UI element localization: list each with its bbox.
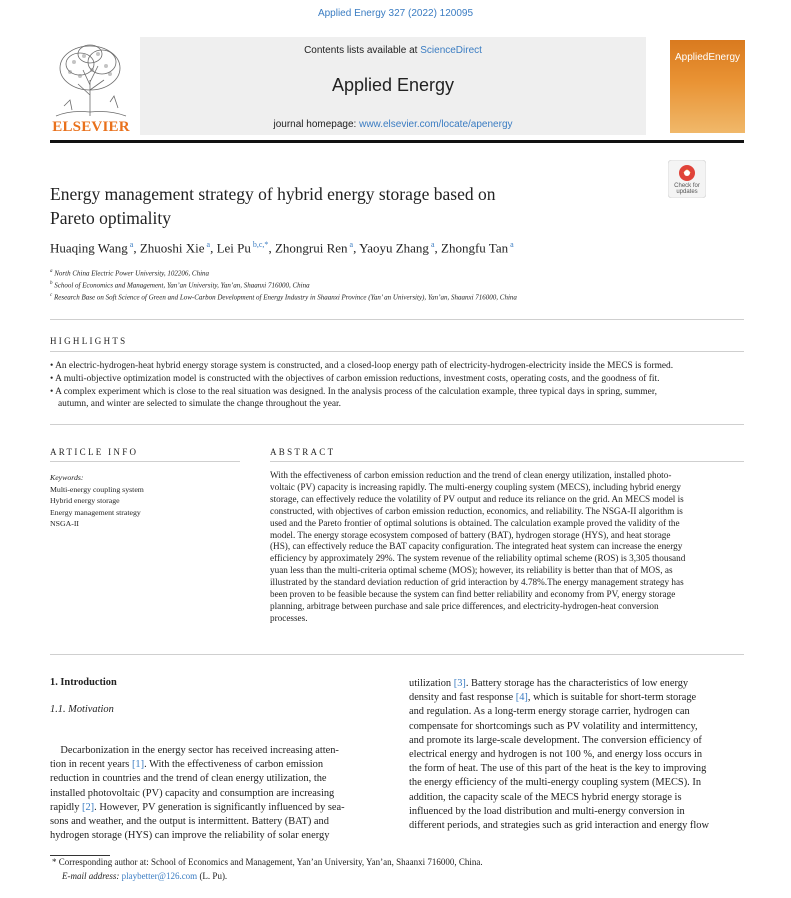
body-line — [409, 720, 744, 734]
body-line — [409, 776, 744, 790]
subsection-heading-motivation: 1.1. Motivation — [50, 704, 114, 715]
article-title — [50, 182, 610, 230]
highlight-item: autumn, and winter are selected to simulate the change throughout the year. — [58, 399, 341, 410]
divider — [50, 461, 240, 462]
body-text: the energy efficiency of the multi-energy coupling system (MECS). In — [409, 777, 702, 789]
body-column-left — [50, 744, 386, 843]
author-affiliation-mark[interactable]: a — [204, 240, 211, 249]
author-affiliation-mark[interactable]: a — [347, 240, 354, 249]
author-name: Huaqing Wang — [50, 240, 128, 256]
author-name: Lei Pu — [216, 240, 251, 256]
check-for-updates-label[interactable]: Check for updates — [674, 183, 700, 195]
article-info-heading: ARTICLE INFO — [50, 447, 139, 457]
body-line — [409, 748, 744, 762]
abstract-line: (HS), can effectively reduce the BAT capacity configuration. The integrated heat system can increase the energy — [270, 541, 683, 552]
contents-prefix: Contents lists available at — [304, 45, 421, 56]
keywords-heading: Keywords: — [50, 473, 84, 482]
abstract-line: planning, arbitrage between purchase and sale price differences, and electricity-hydrogen-heat conversion — [270, 600, 659, 611]
email-note — [62, 871, 762, 881]
body-line — [409, 791, 744, 805]
author-list — [50, 240, 750, 256]
body-text: compensate for shortcomings such as PV volatility and intermittency, — [409, 720, 698, 732]
title-line-2: Pareto optimality — [50, 208, 172, 228]
keyword-item: Multi-energy coupling system — [50, 484, 144, 494]
abstract-text — [270, 470, 744, 625]
body-line — [409, 762, 744, 776]
keyword-item: NSGA-II — [50, 519, 80, 529]
journal-reference[interactable]: Applied Energy 327 (2022) 120095 — [317, 8, 474, 19]
affiliation-text: Research Base on Soft Science of Green and Low-Carbon Development of Energy Industry in Shaanxi Province (Yan’ an University), Yan’an, Shaanxi 716000, China — [53, 293, 517, 302]
abstract-line: With the effectiveness of carbon emission reduction and the trend of clean energy utilization, installed photo- — [270, 470, 672, 480]
body-text: the form of heat. The use of this part of the heat is the key to improving — [409, 763, 707, 775]
keyword-item: Hybrid energy storage — [50, 496, 120, 506]
abstract-line: model. The energy storage ecosystem composed of battery (BAT), hydrogen storage (HYS), and heat storage — [270, 529, 671, 540]
author-separator: , — [353, 240, 360, 256]
author-separator: , — [210, 240, 217, 256]
author-separator: , — [434, 240, 441, 256]
corresponding-author-note: * Corresponding author at: School of Economics and Management, Yan’an University, Yan’an, Shaanxi 716000, China. — [52, 857, 483, 867]
author-name: Zhuoshi Xie — [139, 240, 205, 256]
affiliation-b — [50, 281, 750, 289]
body-text: addition, the capacity scale of the MECS hybrid energy storage is — [409, 791, 682, 803]
abstract-line: processes. — [270, 612, 308, 623]
abstract-line: voltaic (PV) capacity is increasing rapidly. The multi-energy coupling system (MECS), including hybrid energy — [270, 481, 681, 492]
body-line — [50, 758, 386, 772]
homepage-link[interactable]: www.elsevier.com/locate/apenergy — [359, 119, 513, 130]
author-affiliation-mark[interactable]: a — [508, 240, 514, 249]
header-rule — [50, 140, 744, 143]
body-text: , which is suitable for short-term storage — [527, 692, 697, 704]
abstract-line: storage, can effectively reduce the volatility of PV output and reduce its reliance on the grid. An MECS model is — [270, 493, 684, 504]
body-line — [50, 801, 386, 815]
citation-link[interactable]: [1] — [131, 759, 145, 771]
citation-link[interactable]: [3] — [453, 678, 466, 689]
homepage-prefix: journal homepage: — [273, 119, 360, 130]
email-link[interactable]: playbetter@126.com — [121, 871, 198, 881]
author-affiliation-mark[interactable]: a — [428, 240, 435, 249]
author-name: Zhongfu Tan — [441, 240, 509, 256]
abstract-line: yuan less than the multi-criteria optimal scheme (MOS); however, its reliability is better than that of MOS, as — [270, 565, 673, 576]
body-line — [409, 734, 744, 748]
publisher-name: ELSEVIER — [52, 119, 130, 135]
email-suffix: (L. Pu). — [197, 871, 228, 881]
keyword-item: Energy management strategy — [50, 507, 141, 517]
body-text: and promote its large-scale development. The conversion efficiency of — [409, 734, 702, 746]
affiliation-text: School of Economics and Management, Yan’an University, Yan’an, Shaanxi 716000, China — [54, 281, 310, 290]
body-line — [409, 805, 744, 819]
body-line — [409, 691, 744, 705]
body-text: . With the effectiveness of carbon emission — [144, 759, 324, 771]
highlights-heading: HIGHLIGHTS — [50, 336, 128, 346]
body-text: . Battery storage has the characteristics of low energy — [465, 678, 689, 689]
body-text: utilization — [409, 678, 454, 689]
contents-line — [140, 45, 646, 56]
body-text: different periods, and strategies such as grid interaction and energy flow — [409, 820, 709, 832]
citation-link[interactable]: [4] — [515, 692, 528, 704]
body-text: sons and weather, and the output is intermittent. Battery (BAT) and — [50, 816, 329, 828]
body-line — [50, 744, 386, 758]
affiliation-text: North China Electric Power University, 102206, China — [54, 269, 210, 278]
body-text: . However, PV generation is significantly influenced by sea- — [94, 801, 345, 813]
sciencedirect-link[interactable]: ScienceDirect — [420, 45, 482, 56]
body-text: tion in recent years — [50, 759, 132, 771]
citation-link[interactable]: [2] — [82, 801, 95, 813]
author-name: Zhongrui Ren — [274, 240, 348, 256]
body-line — [50, 772, 386, 786]
abstract-line: been proven to be feasible because the system can find better reliability and economy from PV, energy storage — [270, 589, 676, 600]
body-line — [409, 677, 744, 691]
affiliation-mark: a — [50, 269, 53, 274]
section-heading-introduction: 1. Introduction — [50, 677, 117, 688]
body-text: influenced by the load distribution and multi-energy conversion in — [409, 805, 685, 817]
highlights-list — [50, 360, 750, 411]
body-text: Decarbonization in the energy sector has received increasing atten- — [50, 745, 339, 756]
divider — [50, 654, 744, 655]
body-text: electrical energy and hydrogen is not 100 %, and energy loss occurs in — [409, 749, 703, 761]
email-label: E-mail address: — [62, 871, 122, 881]
body-text: installed photovoltaic (PV) capacity and consumption are increasing — [50, 787, 335, 799]
highlight-item: • An electric-hydrogen-heat hybrid energy storage system is constructed, and a closed-loop energy path of electricity-hydrogen-electricity inside the MECS is formed. — [50, 361, 674, 371]
affiliation-a — [50, 269, 750, 277]
body-line — [50, 815, 386, 829]
author-separator: , — [268, 240, 275, 256]
highlight-item: • A multi-objective optimization model is constructed with the objectives of carbon emission reductions, investment costs, operating costs, and the goodness of fit. — [50, 373, 660, 384]
body-column-right — [409, 677, 744, 833]
title-line-1: Energy management strategy of hybrid energy storage based on — [50, 184, 496, 204]
author-affiliation-mark[interactable]: b,c,* — [250, 240, 269, 249]
divider — [50, 351, 744, 352]
body-line — [50, 787, 386, 801]
body-text: and regulation. As a long-term energy storage carrier, hydrogen can — [409, 706, 690, 718]
author-name: Yaoyu Zhang — [359, 240, 429, 256]
author-separator: , — [133, 240, 140, 256]
abstract-line: used and the Pareto frontier of optimal solutions is obtained. The calculation example proved the validity of the — [270, 517, 680, 528]
affiliation-c — [50, 293, 750, 301]
journal-title: Applied Energy — [331, 75, 455, 95]
body-text: rapidly — [50, 801, 83, 813]
body-text: reduction in countries and the trend of clean energy utilization, the — [50, 773, 327, 785]
abstract-line: constructed, with objectives of carbon emission reduction, economics, and reliability. The NSGA-II algorithm is — [270, 505, 683, 516]
body-line — [409, 819, 744, 833]
body-line — [409, 705, 744, 719]
abstract-line: efficiency by approximately 29%. The system revenue of the reliability optimal scheme (ROS) is 3,305 thousand — [270, 553, 686, 564]
footnote-rule — [50, 855, 110, 856]
divider — [50, 424, 744, 425]
divider — [270, 461, 744, 462]
author-affiliation-mark[interactable]: a — [127, 240, 134, 249]
cover-title: AppliedEnergy — [674, 52, 741, 63]
affiliation-mark: b — [50, 281, 53, 286]
highlight-item: • A complex experiment which is close to the real situation was designed. In the analysis process of the calculation example, three typical days in spring, summer, — [50, 386, 657, 397]
keywords-block — [50, 472, 240, 530]
divider — [50, 319, 744, 320]
abstract-heading: ABSTRACT — [270, 447, 336, 457]
body-line — [50, 829, 386, 843]
affiliation-mark: c — [50, 293, 53, 298]
abstract-line: illustrated by the standard deviation reduction of grid interaction by 4.78%.The energy management strategy has — [270, 577, 684, 588]
body-text: density and fast response — [409, 692, 516, 704]
homepage-line — [140, 119, 646, 130]
body-text: hydrogen storage (HYS) can improve the reliability of solar energy — [50, 830, 330, 842]
